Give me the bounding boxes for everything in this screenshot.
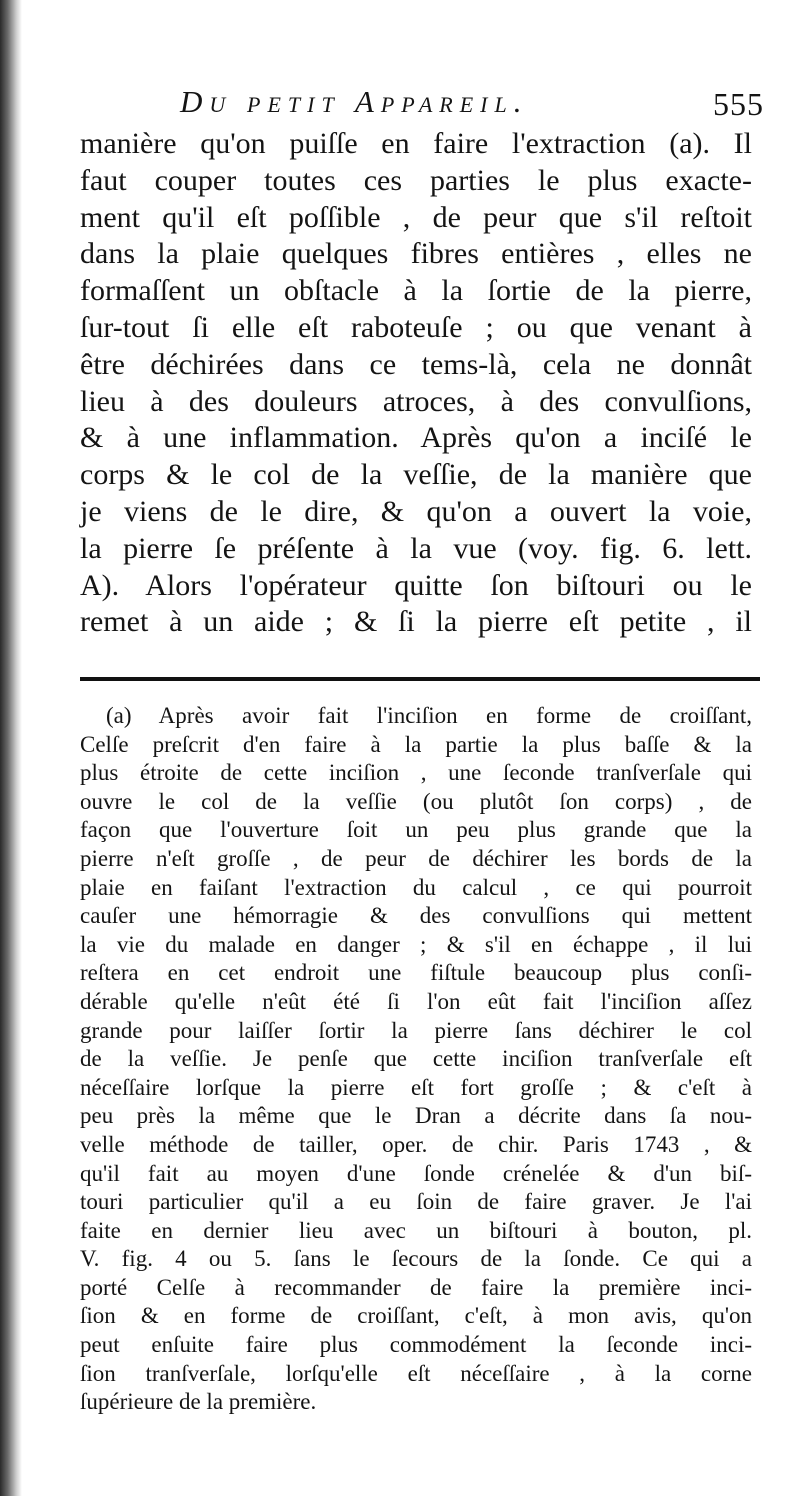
- footnote-line: la vie du malade en danger ; & s'il en échappe , il lui: [80, 931, 752, 957]
- footnote-line: velle méthode de tailler, oper. de chir. Paris 1743 , &: [80, 1131, 752, 1157]
- main-text-line: ſur-tout ſi elle eſt raboteuſe ; ou que venant à: [80, 310, 752, 344]
- main-text-line: manière qu'on puiſſe en faire l'extraction (a). Il: [80, 127, 752, 160]
- main-text-line: être déchirées dans ce tems-là, cela ne donnât: [80, 347, 752, 381]
- footnote-line: porté Celſe à recommander de faire la première inci-: [80, 1274, 752, 1300]
- footnote-line: V. fig. 4 ou 5. ſans le ſecours de la ſonde. Ce qui a: [80, 1246, 752, 1272]
- main-text-line: A). Alors l'opérateur quitte ſon biſtouri ou le: [80, 568, 752, 602]
- footnote-line: plaie en faiſant l'extraction du calcul , ce qui pourroit: [80, 874, 752, 900]
- footnote: [80, 702, 752, 1417]
- footnote-line: ſion & en forme de croiſſant, c'eſt, à mon avis, qu'on: [80, 1303, 752, 1329]
- footnote-line: néceſſaire lorſque la pierre eſt fort groſſe ; & c'eſt à: [80, 1074, 752, 1100]
- footnote-line: ſupérieure de la première.: [80, 1389, 317, 1415]
- main-text: [80, 126, 752, 641]
- main-text-line: & à une inflammation. Après qu'on a inciſé le: [80, 421, 752, 455]
- footnote-line: faite en dernier lieu avec un biſtouri à bouton, pl.: [80, 1217, 752, 1243]
- footnote-line: pierre n'eſt groſſe , de peur de déchirer les bords de la: [80, 845, 752, 871]
- footnote-line: plus étroite de cette inciſion , une ſeconde tranſverſale qui: [80, 760, 752, 786]
- running-title: Du petit Appareil.: [180, 84, 529, 119]
- footnote-line: ſion tranſverſale, lorſqu'elle eſt néceſſaire , à la corne: [80, 1360, 752, 1386]
- footnote-line: grande pour laiſſer ſortir la pierre ſans déchirer le col: [80, 1017, 752, 1043]
- main-text-line: ment qu'il eſt poſſible , de peur que s'il reſtoit: [80, 200, 752, 234]
- footnote-line: reſtera en cet endroit une fiſtule beaucoup plus conſi-: [80, 960, 752, 986]
- footnote-line: de la veſſie. Je penſe que cette inciſion tranſverſale eſt: [80, 1046, 752, 1072]
- footnote-line: ouvre le col de la veſſie (ou plutôt ſon corps) , de: [80, 788, 752, 814]
- footnote-line: dérable qu'elle n'eût été ſi l'on eût fait l'inciſion aſſez: [80, 988, 752, 1014]
- footnote-line: cauſer une hémorragie & des convulſions qui mettent: [80, 903, 752, 929]
- main-text-line: formaſſent un obſtacle à la ſortie de la pierre,: [80, 274, 752, 308]
- main-text-line: je viens de le dire, & qu'on a ouvert la voie,: [80, 494, 752, 528]
- main-text-line: dans la plaie quelques fibres entières , elles ne: [80, 237, 752, 271]
- main-text-line: faut couper toutes ces parties le plus exacte-: [80, 163, 752, 197]
- footnote-separator-rule: [80, 677, 760, 681]
- footnote-line: peut enſuite faire plus commodément la ſeconde inci-: [80, 1332, 752, 1358]
- footnote-line: qu'il fait au moyen d'une ſonde crénelée & d'un biſ-: [80, 1160, 752, 1186]
- main-text-line: remet à un aide ; & ſi la pierre eſt petite , il: [80, 605, 752, 639]
- footnote-line: façon que l'ouverture ſoit un peu plus grande que la: [80, 817, 752, 843]
- footnote-line: Celſe preſcrit d'en faire à la partie la plus baſſe & la: [80, 731, 752, 757]
- page-number: 555: [713, 86, 764, 122]
- main-text-line: la pierre ſe préſente à la vue (voy. fig. 6. lett.: [80, 531, 752, 565]
- footnote-line: touri particulier qu'il a eu ſoin de faire graver. Je l'ai: [80, 1189, 752, 1215]
- footnote-line: (a) Après avoir fait l'inciſion en forme de croiſſant,: [106, 703, 752, 728]
- footnote-line: peu près la même que le Dran a décrite dans ſa nou-: [80, 1103, 752, 1129]
- main-text-line: lieu à des douleurs atroces, à des convulſions,: [80, 384, 752, 418]
- main-text-line: corps & le col de la veſſie, de la manière que: [80, 458, 752, 492]
